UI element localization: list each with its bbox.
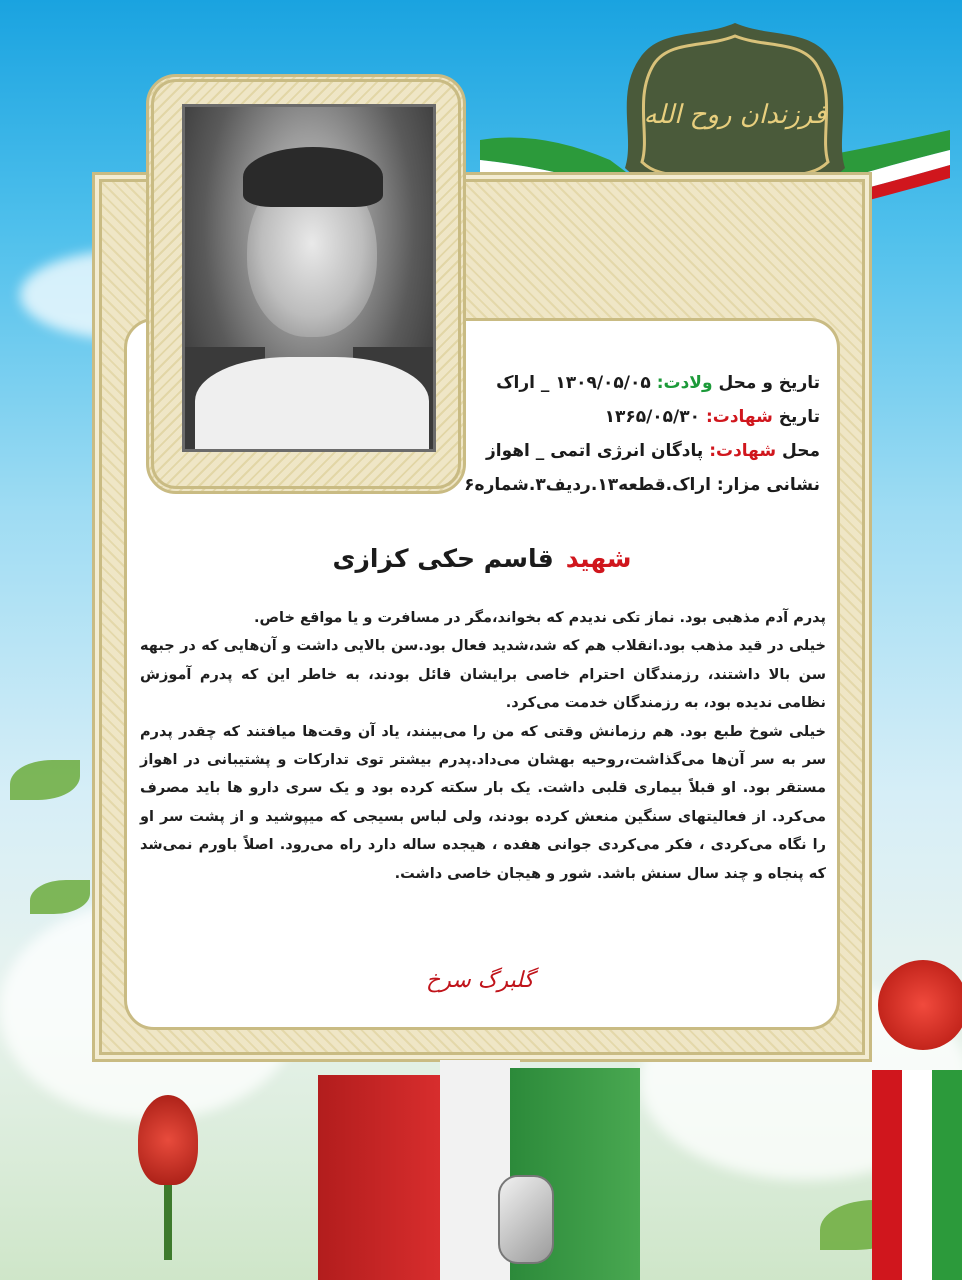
martyrdom-date-prefix: تاریخ xyxy=(778,407,820,427)
dog-tag-icon xyxy=(498,1175,554,1264)
biography-text xyxy=(140,604,826,888)
name-prefix: شهید xyxy=(565,544,632,573)
martyr-info xyxy=(420,366,820,502)
photo-hair xyxy=(243,147,383,207)
red-flower-icon xyxy=(878,960,962,1050)
burial-label: نشانی مزار: xyxy=(716,475,820,495)
flower-stem xyxy=(164,1180,172,1260)
photo-shirt xyxy=(195,357,429,452)
name-full: قاسم حکی کزازی xyxy=(332,544,554,573)
birth-line xyxy=(420,366,820,400)
biography-paragraph: خیلی شوخ طبع بود. هم رزمانش وقتی که من را می‌بینند، یاد آن وقت‌ها میافتند که چقدر پدرم سر به سر آن‌ها می‌گذاشت،روحیه بهشان می‌داد.پدرم بیشتر توی تدارکات و پشتیبانی در اهواز مستقر بود. او قبلاً بیماری قلبی داشت. یک بار سکته کرده بود و یک سری دارو ها باید مصرف می‌کرد. از فعالیتهای سنگین منعش کرده بودند، ولی لباس بسیجی که میپوشید و از پشت سر او را نگاه می‌کردی ، فکر می‌کردی جوانی هفده ، هیجده ساله دارد راه می‌رود. اصلاً باورم نمی‌شد که پنجاه و چند سال سنش باشد. شور و هیجان خاصی داشت. xyxy=(140,723,826,882)
martyrdom-place-line xyxy=(420,434,820,468)
martyrdom-place-prefix: محل xyxy=(782,441,820,461)
birth-highlight: ولادت: xyxy=(656,373,713,393)
tulip-monument-icon xyxy=(138,1095,198,1185)
martyrdom-date-line xyxy=(420,400,820,434)
martyrdom-place-highlight: شهادت: xyxy=(709,441,777,461)
martyr-name xyxy=(124,544,840,573)
martyr-photo xyxy=(182,104,436,452)
martyrdom-date-value: ۱۳۶۵/۰۵/۳۰ xyxy=(604,407,701,427)
burial-line xyxy=(420,468,820,502)
birth-prefix: تاریخ و محل xyxy=(718,373,820,393)
birth-value: ۱۳۰۹/۰۵/۰۵ _ اراک xyxy=(496,373,651,393)
biography-paragraph: پدرم آدم مذهبی بود. نماز تکی ندیدم که بخواند،مگر در مسافرت و یا مواقع خاص. xyxy=(254,610,826,626)
iran-flag-icon xyxy=(872,1070,962,1280)
martyrdom-date-highlight: شهادت: xyxy=(705,407,773,427)
signature-logo: گلبرگ سرخ xyxy=(426,968,534,993)
biography-paragraph: خیلی در قید مذهب بود.انقلاب هم که شد،شدید فعال بود.سن بالایی داشت و آن‌هایی که در جبهه سن بالا داشتند، رزمندگان احترام خاصی برایشان قائل بودند، به خاطر این که پدرم آموزش نظامی ندیده بود، به رزمندگان خدمت می‌کرد. xyxy=(140,638,826,712)
burial-value: اراک.قطعه۱۳.ردیف۳.شماره۶ xyxy=(464,475,711,495)
calligraphy-text: فرزندان روح الله xyxy=(643,100,827,130)
martyrdom-place-value: پادگان انرژی اتمی _ اهواز xyxy=(485,441,704,461)
